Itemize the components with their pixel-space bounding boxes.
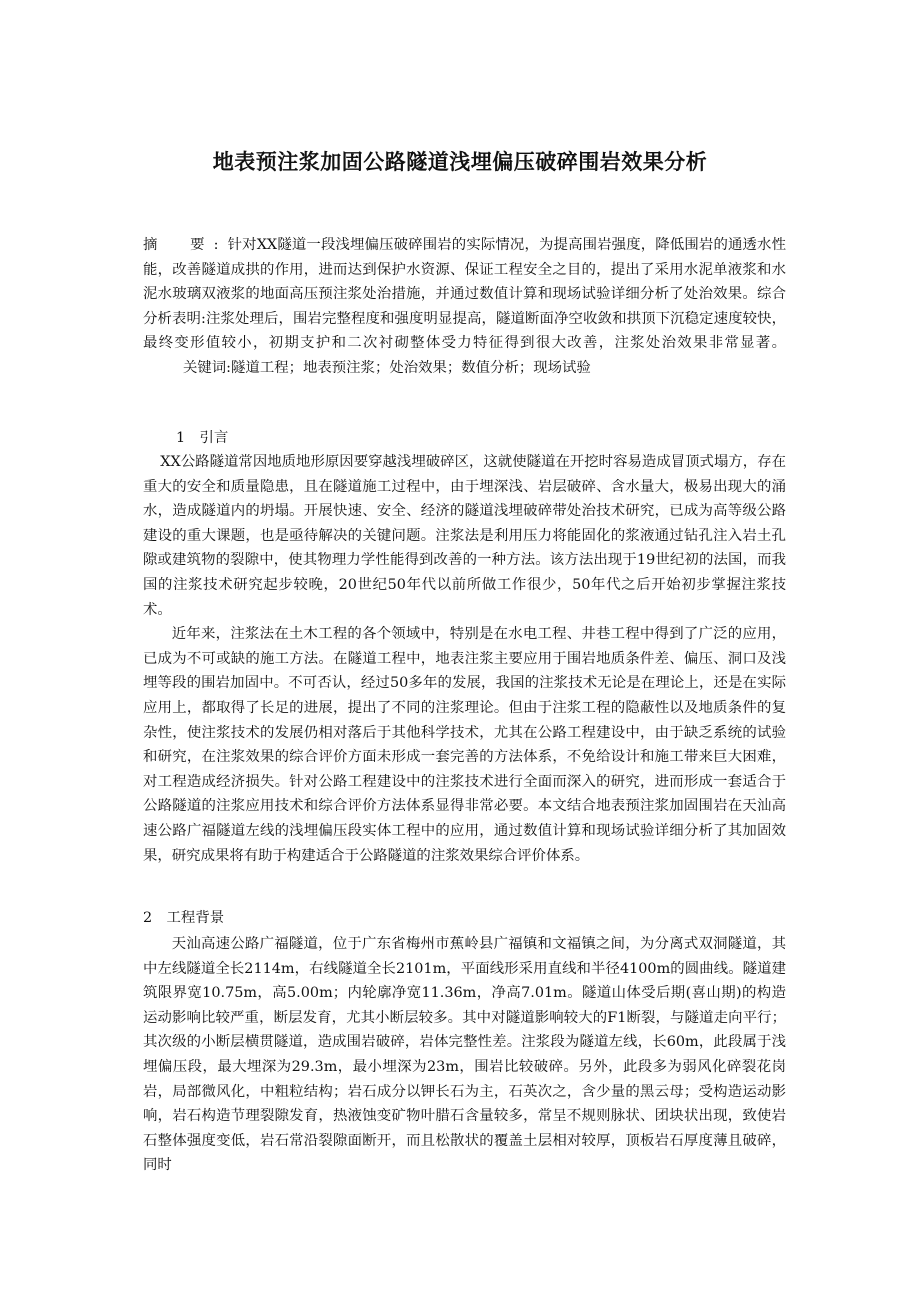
document-title: 地表预注浆加固公路隧道浅埋偏压破碎围岩效果分析: [212, 150, 708, 174]
section-1-paragraph: 近年来，注浆法在土木工程的各个领域中，特别是在水电工程、井巷工程中得到了广泛的应用，已成为不可或缺的施工方法。在隧道工程中，地表注浆主要应用于围岩地质条件差、偏压、洞口及浅埋等段的围岩加固中。不可否认，经过50多年的发展，我国的注浆技术无论是在理论上，还是在实际应用上，都取得了长足的进展，提出了不同的注浆理论。但由于注浆工程的隐蔽性以及地质条件的复杂性，使注浆技术的发展仍相对落后于其他科学技术，尤其在公路工程建设中，由于缺乏系统的试验和研究，在注浆效果的综合评价方面未形成一套完善的方法体系，不免给设计和施工带来巨大困难，对工程造成经济损失。针对公路工程建设中的注浆技术进行全面而深入的研究，进而形成一套适合于公路隧道的注浆应用技术和综合评价方法体系显得非常必要。本文结合地表预注浆加固围岩在天汕高速公路广福隧道左线的浅埋偏压段实体工程中的应用，通过数值计算和现场试验详细分析了其加固效果，研究成果将有助于构建适合于公路隧道的注浆效果综合评价体系。: [143, 626, 786, 864]
keywords-label: 关键词:: [183, 359, 232, 376]
abstract-label: 摘 要:: [143, 237, 228, 253]
section-2-heading: 2 工程背景: [143, 910, 225, 926]
abstract-text: 针对XX隧道一段浅埋偏压破碎围岩的实际情况，为提高围岩强度，降低围岩的通透水性能，改善隧道成拱的作用，进而达到保护水资源、保证工程安全之目的，提出了采用水泥单液浆和水泥水玻璃双液浆的地面高压预注浆处治措施，并通过数值计算和现场试验详细分析了处治效果。综合分析表明:注浆处理后，围岩完整程度和强度明显提高，隧道断面净空收敛和拱顶下沉稳定速度较快，最终变形值较小，初期支护和二次衬砌整体受力特征得到很大改善，注浆处治效果非常显著。: [143, 237, 786, 352]
section-1-paragraph: XX公路隧道常因地质地形原因要穿越浅埋破碎区，这就使隧道在开挖时容易造成冒顶式塌方，存在重大的安全和质量隐患，且在隧道施工过程中，由于埋深浅、岩层破碎、含水量大，极易出现大的涌水，造成隧道内的坍塌。开展快速、安全、经济的隧道浅埋破碎带处治技术研究，已成为高等级公路建设的重大课题，也是亟待解决的关键问题。注浆法是利用压力将能固化的浆液通过钻孔注入岩土孔隙或建筑物的裂隙中，使其物理力学性能得到改善的一种方法。该方法出现于19世纪初的法国，而我国的注浆技术研究起步较晚，20世纪50年代以前所做工作很少，50年代之后开始初步掌握注浆技术。: [143, 454, 786, 618]
section-1-heading: 1 引言: [176, 430, 229, 446]
abstract: [143, 233, 786, 381]
section-2-paragraph: 天汕高速公路广福隧道，位于广东省梅州市蕉岭县广福镇和文福镇之间，为分离式双洞隧道，其中左线隧道全长2114m，右线隧道全长2101m，平面线形采用直线和半径4100m的圆曲线。隧道建筑限界宽10.75m，高5.00m；内轮廓净宽11.36m，净高7.01m。隧道山体受后期(喜山期)的构造运动影响比较严重，断层发育，尤其小断层较多。其中对隧道影响较大的F1断裂，与隧道走向平行；其次级的小断层横贯隧道，造成围岩破碎，岩体完整性差。注浆段为隧道左线，长60m，此段属于浅埋偏压段，最大埋深为29.3m，最小埋深为23m，围岩比较破碎。另外，此段多为弱风化碎裂花岗岩，局部微风化，中粗粒结构；岩石成分以钾长石为主，石英次之，含少量的黑云母；受构造运动影响，岩石构造节理裂隙发育，热液蚀变矿物叶腊石含量较多，常呈不规则脉状、团块状出现，致使岩石整体强度变低，岩石常沿裂隙面断开，而且松散状的覆盖土层相对较厚，顶板岩石厚度薄且破碎，同时: [143, 936, 786, 1174]
keywords-text: 隧道工程；地表预注浆；处治效果；数值分析；现场试验: [231, 359, 591, 376]
section-1-body: [143, 450, 786, 868]
section-2-body: [143, 932, 786, 1178]
